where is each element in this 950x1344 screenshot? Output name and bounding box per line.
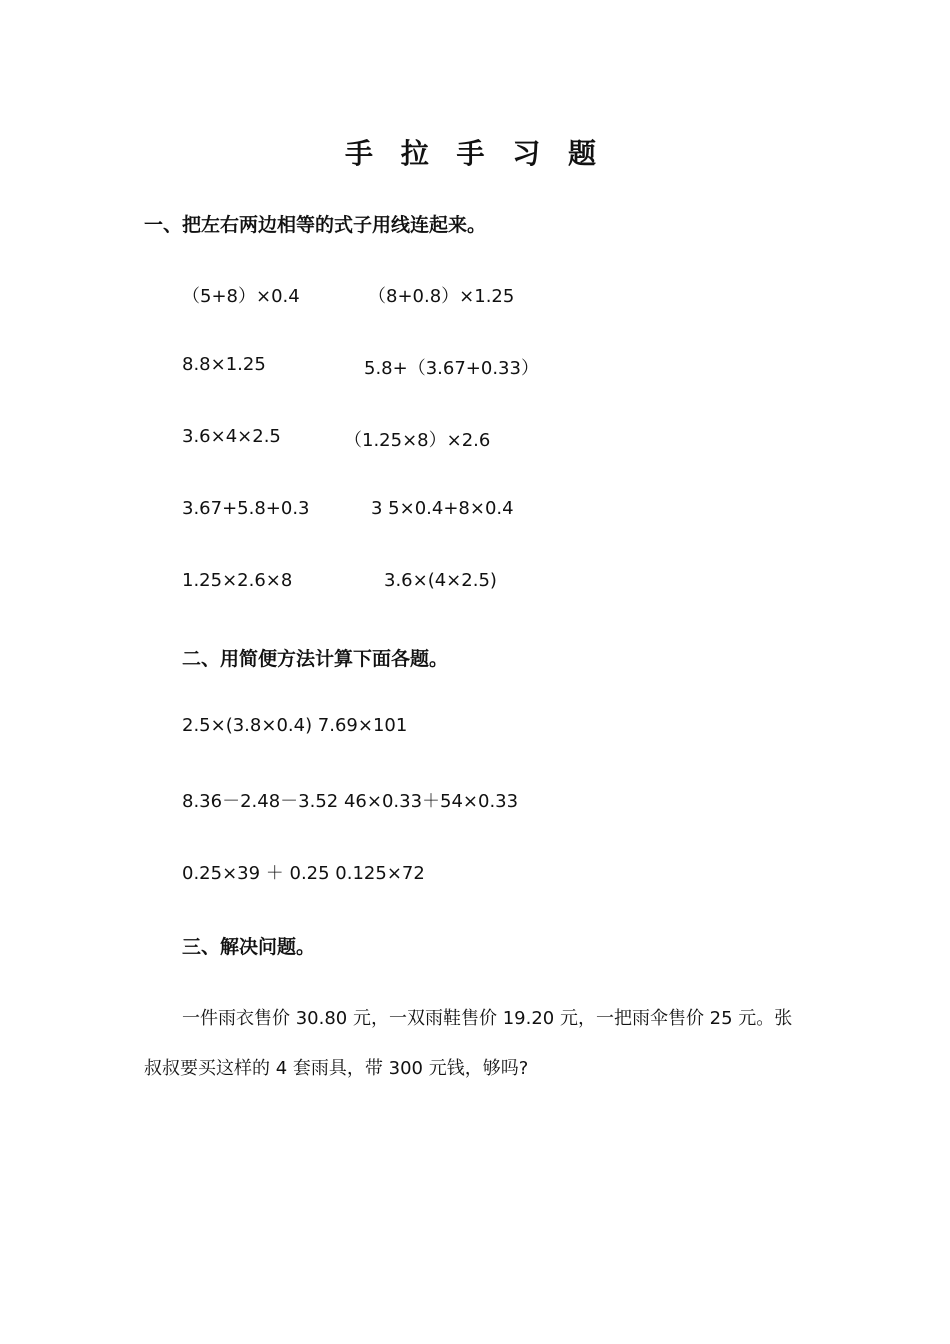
match-right-3: （1.25×8）×2.6 <box>344 430 491 451</box>
match-left-5: 1.25×2.6×8 <box>182 570 293 591</box>
calc-row-3: 0.25×39 ＋ 0.25 0.125×72 <box>182 863 425 884</box>
calc-row-1: 2.5×(3.8×0.4) 7.69×101 <box>182 715 408 736</box>
problem-line-2: 叔叔要买这样的 4 套雨具，带 300 元钱，够吗? <box>144 1058 529 1079</box>
section2-heading: 二、用简便方法计算下面各题。 <box>182 648 449 670</box>
match-right-4: 3 5×0.4+8×0.4 <box>371 498 514 519</box>
match-left-1: （5+8）×0.4 <box>182 286 300 307</box>
match-left-2: 8.8×1.25 <box>182 354 266 375</box>
page-title: 手 拉 手 习 题 <box>345 137 605 170</box>
section3-heading: 三、解决问题。 <box>182 936 316 958</box>
calc-row-2: 8.36－2.48－3.52 46×0.33＋54×0.33 <box>182 791 519 812</box>
match-left-4: 3.67+5.8+0.3 <box>182 498 310 519</box>
section1-heading: 一、把左右两边相等的式子用线连起来。 <box>144 214 487 236</box>
match-right-5: 3.6×(4×2.5) <box>384 570 497 591</box>
problem-line-1: 一件雨衣售价 30.80 元，一双雨鞋售价 19.20 元，一把雨伞售价 25 元。张 <box>182 1008 793 1029</box>
match-right-1: （8+0.8）×1.25 <box>368 286 515 307</box>
match-left-3: 3.6×4×2.5 <box>182 426 281 447</box>
match-right-2: 5.8+（3.67+0.33） <box>364 358 539 379</box>
